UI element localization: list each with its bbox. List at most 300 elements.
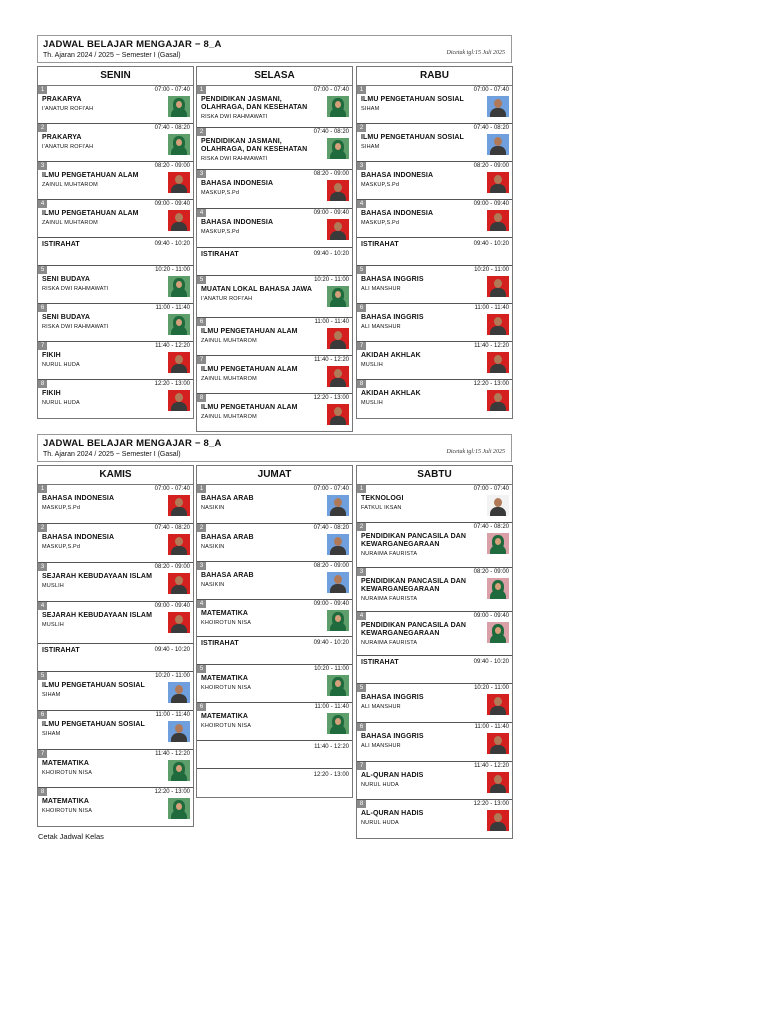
teacher-name: NASIKIN [201,582,225,588]
period-time: 07:40 - 08:20 [313,525,349,531]
lesson-slot [197,665,352,703]
teacher-name: MUSLIH [42,622,64,628]
period-time: 12:20 - 13:00 [313,772,349,778]
subject-name: SENI BUDAYA [42,314,91,321]
subject-name: MATEMATIKA [201,675,249,682]
teacher-name: KHOIROTUN NISA [42,808,93,814]
break-slot [357,656,512,684]
period-time: 08:20 - 09:00 [473,163,509,169]
teacher-name: SIHAM [42,731,61,737]
period-time: 10:20 - 11:00 [155,673,190,679]
period-time: 11:00 - 11:40 [155,305,190,311]
period-number: 4 [197,209,206,217]
period-time: 07:00 - 07:40 [313,87,349,93]
teacher-photo [168,495,190,516]
period-number: 1 [197,86,206,94]
period-number: 4 [197,600,206,608]
teacher-photo [327,138,349,159]
lesson-slot [357,568,512,612]
teacher-photo [327,534,349,555]
period-number: 7 [38,750,47,758]
lesson-slot [197,209,352,248]
teacher-name: ZAINUL MUHTAROM [201,414,257,420]
subject-name: PENDIDIKAN JASMANI, OLAHRAGA, DAN KESEHATAN [201,138,308,153]
period-time: 09:40 - 10:20 [154,647,190,653]
subject-name: ILMU PENGETAHUAN ALAM [42,172,139,179]
period-number: 5 [357,266,366,274]
lesson-slot [38,124,193,162]
lesson-slot [357,762,512,800]
teacher-photo [487,314,509,335]
break-slot [357,238,512,266]
lesson-slot [38,524,193,563]
day-column-kamis [37,465,194,827]
period-time: 09:00 - 09:40 [154,603,190,609]
subject-name: AKIDAH AKHLAK [361,352,421,359]
period-time: 12:20 - 13:00 [313,395,349,401]
subject-name: BAHASA INDONESIA [361,172,434,179]
teacher-photo [327,180,349,201]
day-column-jumat [196,465,353,798]
teacher-name: ZAINUL MUHTAROM [201,338,257,344]
subject-name: ISTIRAHAT [201,640,239,647]
teacher-photo [487,352,509,373]
period-time: 09:00 - 09:40 [313,210,349,216]
period-time: 07:40 - 08:20 [313,129,349,135]
period-number: 3 [197,170,206,178]
period-time: 07:00 - 07:40 [154,87,190,93]
day-header: KAMIS [38,466,193,485]
subject-name: MUATAN LOKAL BAHASA JAWA [201,286,313,293]
period-number: 4 [38,200,47,208]
teacher-name: NURUL HUDA [42,400,80,406]
period-time: 07:40 - 08:20 [473,125,509,131]
teacher-photo [327,495,349,516]
lesson-slot [357,342,512,380]
day-column-sabtu [356,465,513,839]
teacher-name: FATKUL IKSAN [361,505,402,511]
teacher-name: I'ANATUR ROFI'AH [42,106,94,112]
day-header: SABTU [357,466,512,485]
lesson-slot [357,612,512,656]
period-time: 08:20 - 09:00 [313,171,349,177]
day-column-rabu [356,66,513,419]
subject-name: BAHASA INDONESIA [361,210,434,217]
subject-name: ISTIRAHAT [361,659,399,666]
period-time: 09:40 - 10:20 [313,640,349,646]
teacher-name: MASKUP,S.Pd [361,220,400,226]
subject-name: ILMU PENGETAHUAN SOSIAL [361,134,464,141]
period-number: 5 [38,672,47,680]
period-number: 4 [38,602,47,610]
day-column-selasa [196,66,353,432]
lesson-slot [357,162,512,200]
period-time: 11:00 - 11:40 [155,712,190,718]
period-number: 3 [357,162,366,170]
day-header: RABU [357,67,512,86]
subject-name: PRAKARYA [42,96,82,103]
day-header: SELASA [197,67,352,86]
period-time: 12:20 - 13:00 [154,789,190,795]
teacher-name: MUSLIH [361,400,383,406]
lesson-slot [357,380,512,418]
period-time: 09:00 - 09:40 [313,601,349,607]
teacher-name: MASKUP,S.Pd [42,544,81,550]
teacher-name: KHOIROTUN NISA [201,685,252,691]
teacher-photo [168,721,190,742]
lesson-slot [197,524,352,562]
teacher-photo [168,534,190,555]
subject-name: BAHASA INDONESIA [42,534,115,541]
lesson-slot [357,304,512,342]
teacher-photo [168,172,190,193]
teacher-name: MUSLIH [42,583,64,589]
period-number: 8 [38,380,47,388]
teacher-name: ALI MANSHUR [361,324,401,330]
teacher-name: NURUL HUDA [361,820,399,826]
teacher-name: ZAINUL MUHTAROM [42,220,98,226]
period-time: 07:00 - 07:40 [313,486,349,492]
teacher-name: ALI MANSHUR [361,286,401,292]
lesson-slot [197,318,352,356]
period-number: 7 [357,342,366,350]
teacher-name: I'ANATUR ROFI'AH [201,296,253,302]
subject-name: ILMU PENGETAHUAN ALAM [201,404,298,411]
break-slot [197,248,352,276]
period-number: 5 [197,665,206,673]
lesson-slot [38,750,193,788]
lesson-slot [38,162,193,200]
period-time: 11:00 - 11:40 [474,305,509,311]
subject-name: BAHASA INDONESIA [201,219,274,226]
period-time: 10:20 - 11:00 [474,685,509,691]
teacher-photo [327,713,349,734]
teacher-name: SIHAM [42,692,61,698]
period-number: 2 [197,128,206,136]
period-time: 09:40 - 10:20 [473,241,509,247]
subject-name: ILMU PENGETAHUAN SOSIAL [42,682,145,689]
lesson-slot [357,485,512,523]
subject-name: PENDIDIKAN PANCASILA DAN KEWARGANEGARAAN [361,622,467,637]
period-time: 07:00 - 07:40 [473,87,509,93]
period-time: 12:20 - 13:00 [473,801,509,807]
lesson-slot [38,485,193,524]
period-time: 08:20 - 09:00 [473,569,509,575]
lesson-slot [197,703,352,741]
lesson-slot [38,788,193,826]
teacher-photo [327,328,349,349]
period-number: 5 [357,684,366,692]
teacher-photo [487,772,509,793]
lesson-slot [38,380,193,418]
teacher-name: RISKA DWI RAHMAWATI [201,156,268,162]
period-time: 11:40 - 12:20 [155,343,190,349]
period-time: 10:20 - 11:00 [314,666,349,672]
lesson-slot [38,672,193,711]
subject-name: BAHASA INDONESIA [201,180,274,187]
subject-name: ILMU PENGETAHUAN ALAM [201,366,298,373]
lesson-slot [357,266,512,304]
teacher-photo [487,810,509,831]
subject-name: MATEMATIKA [201,713,249,720]
period-number: 7 [38,342,47,350]
teacher-name: MASKUP,S.Pd [201,229,240,235]
teacher-name: MASKUP,S.Pd [201,190,240,196]
teacher-photo [487,533,509,554]
subject-name: TEKNOLOGI [361,495,404,502]
period-number: 2 [38,524,47,532]
period-time: 07:40 - 08:20 [154,125,190,131]
subject-name: SEJARAH KEBUDAYAAN ISLAM [42,573,153,580]
teacher-photo [168,390,190,411]
lesson-slot [38,342,193,380]
lesson-slot [38,304,193,342]
period-time: 12:20 - 13:00 [154,381,190,387]
period-time: 11:40 - 12:20 [474,763,509,769]
teacher-name: SIHAM [361,106,380,112]
period-number: 2 [197,524,206,532]
period-number: 2 [357,124,366,132]
period-number: 6 [357,304,366,312]
subject-name: ILMU PENGETAHUAN SOSIAL [361,96,464,103]
period-number: 6 [357,723,366,731]
period-time: 09:40 - 10:20 [154,241,190,247]
teacher-photo [327,286,349,307]
teacher-name: KHOIROTUN NISA [42,770,93,776]
lesson-slot [197,394,352,431]
lesson-slot [357,86,512,124]
teacher-name: KHOIROTUN NISA [201,620,252,626]
period-number: 3 [197,562,206,570]
lesson-slot [38,200,193,238]
subject-name: ISTIRAHAT [361,241,399,248]
teacher-photo [168,210,190,231]
teacher-name: MUSLIH [361,362,383,368]
break-slot [38,238,193,266]
teacher-photo [327,610,349,631]
teacher-photo [487,495,509,516]
teacher-photo [487,210,509,231]
print-date: Dicetak tgl:15 Juli 2025 [446,50,505,56]
teacher-photo [168,134,190,155]
period-time: 10:20 - 11:00 [314,277,349,283]
teacher-photo [487,694,509,715]
period-time: 10:20 - 11:00 [155,267,190,273]
period-time: 12:20 - 13:00 [473,381,509,387]
period-number: 1 [357,485,366,493]
period-time: 07:40 - 08:20 [473,524,509,530]
subject-name: BAHASA INGGRIS [361,733,424,740]
subject-name: FIKIH [42,390,61,397]
lesson-slot [357,523,512,568]
teacher-name: NASIKIN [201,544,225,550]
lesson-slot [197,86,352,128]
period-number: 1 [197,485,206,493]
print-date: Dicetak tgl:15 Juli 2025 [446,449,505,455]
subject-name: PENDIDIKAN PANCASILA DAN KEWARGANEGARAAN [361,533,467,548]
period-number: 6 [38,304,47,312]
subject-name: FIKIH [42,352,61,359]
teacher-name: SIHAM [361,144,380,150]
period-time: 09:00 - 09:40 [154,201,190,207]
period-number: 5 [197,276,206,284]
lesson-slot [357,723,512,762]
teacher-photo [168,352,190,373]
period-time: 09:00 - 09:40 [473,201,509,207]
period-number: 1 [38,86,47,94]
period-time: 08:20 - 09:00 [154,564,190,570]
break-slot [197,637,352,665]
subject-name: BAHASA ARAB [201,534,254,541]
lesson-slot [197,485,352,524]
teacher-photo [487,733,509,754]
period-time: 07:00 - 07:40 [154,486,190,492]
period-time: 10:20 - 11:00 [474,267,509,273]
teacher-photo [168,682,190,703]
schedule-header-1 [37,35,512,63]
subject-name: ILMU PENGETAHUAN ALAM [42,210,139,217]
lesson-slot [357,124,512,162]
subject-name: BAHASA INGGRIS [361,314,424,321]
lesson-slot [38,602,193,644]
teacher-name: KHOIROTUN NISA [201,723,252,729]
period-time: 09:40 - 10:20 [313,251,349,257]
subject-name: SEJARAH KEBUDAYAAN ISLAM [42,612,153,619]
subject-name: PRAKARYA [42,134,82,141]
subject-name: BAHASA INGGRIS [361,694,424,701]
teacher-photo [327,219,349,240]
subject-name: AL-QURAN HADIS [361,810,424,817]
teacher-photo [487,622,509,643]
period-number: 6 [197,318,206,326]
teacher-name: ZAINUL MUHTAROM [201,376,257,382]
period-number: 3 [38,162,47,170]
period-number: 8 [38,788,47,796]
period-number: 1 [38,485,47,493]
teacher-name: MASKUP,S.Pd [42,505,81,511]
period-number: 3 [38,563,47,571]
period-time: 11:40 - 12:20 [314,744,349,750]
teacher-photo [168,798,190,819]
period-number: 6 [197,703,206,711]
period-time: 11:00 - 11:40 [474,724,509,730]
period-time: 07:40 - 08:20 [154,525,190,531]
teacher-name: RISKA DWI RAHMAWATI [42,286,109,292]
lesson-slot [197,562,352,600]
schedule-title: JADWAL BELAJAR MENGAJAR − 8_A [43,438,222,449]
subject-name: ISTIRAHAT [201,251,239,258]
day-column-senin [37,66,194,419]
schedule-subtitle: Th. Ajaran 2024 / 2025 − Semester I (Gasal) [43,451,181,458]
teacher-name: RISKA DWI RAHMAWATI [201,114,268,120]
subject-name: PENDIDIKAN JASMANI, OLAHRAGA, DAN KESEHATAN [201,96,308,111]
period-number: 1 [357,86,366,94]
subject-name: BAHASA INGGRIS [361,276,424,283]
period-time: 11:40 - 12:20 [155,751,190,757]
teacher-name: ALI MANSHUR [361,743,401,749]
lesson-slot [38,563,193,602]
period-number: 4 [357,612,366,620]
teacher-photo [487,134,509,155]
teacher-photo [168,276,190,297]
teacher-photo [327,572,349,593]
subject-name: SENI BUDAYA [42,276,91,283]
schedule-header-2 [37,434,512,462]
day-header: SENIN [38,67,193,86]
lesson-slot [38,86,193,124]
lesson-slot [357,800,512,838]
period-number: 8 [197,394,206,402]
teacher-name: NURAIMA FAURISTA [361,640,418,646]
subject-name: BAHASA INDONESIA [42,495,115,502]
period-number: 8 [357,380,366,388]
period-number: 3 [357,568,366,576]
teacher-name: ALI MANSHUR [361,704,401,710]
period-time: 11:00 - 11:40 [314,319,349,325]
teacher-name: MASKUP,S.Pd [361,182,400,188]
period-number: 2 [357,523,366,531]
subject-name: ISTIRAHAT [42,241,80,248]
subject-name: AKIDAH AKHLAK [361,390,421,397]
subject-name: MATEMATIKA [42,760,90,767]
teacher-name: NASIKIN [201,505,225,511]
schedule-subtitle: Th. Ajaran 2024 / 2025 − Semester I (Gasal) [43,52,181,59]
teacher-name: NURAIMA FAURISTA [361,551,418,557]
print-schedule-link[interactable]: Cetak Jadwal Kelas [38,832,104,841]
teacher-photo [487,276,509,297]
teacher-photo [327,96,349,117]
teacher-photo [487,390,509,411]
teacher-name: ZAINUL MUHTAROM [42,182,98,188]
lesson-slot [197,128,352,170]
teacher-name: RISKA DWI RAHMAWATI [42,324,109,330]
period-time: 11:00 - 11:40 [314,704,349,710]
subject-name: MATEMATIKA [201,610,249,617]
lesson-slot [197,170,352,209]
subject-name: AL-QURAN HADIS [361,772,424,779]
period-time: 11:40 - 12:20 [314,357,349,363]
subject-name: ILMU PENGETAHUAN SOSIAL [42,721,145,728]
break-slot [38,644,193,672]
period-time: 09:00 - 09:40 [473,613,509,619]
lesson-slot [197,600,352,637]
lesson-slot [357,684,512,723]
period-time: 11:40 - 12:20 [474,343,509,349]
teacher-photo [327,404,349,425]
subject-name: BAHASA ARAB [201,495,254,502]
teacher-photo [168,612,190,633]
period-time: 07:00 - 07:40 [473,486,509,492]
period-time: 08:20 - 09:00 [313,563,349,569]
teacher-name: NURUL HUDA [361,782,399,788]
subject-name: ISTIRAHAT [42,647,80,654]
period-number: 7 [357,762,366,770]
teacher-name: I'ANATUR ROFI'AH [42,144,94,150]
lesson-slot [197,276,352,318]
lesson-slot [38,266,193,304]
empty-slot [197,769,352,797]
lesson-slot [38,711,193,750]
lesson-slot [197,356,352,394]
teacher-photo [168,96,190,117]
period-number: 4 [357,200,366,208]
teacher-photo [327,366,349,387]
teacher-photo [168,760,190,781]
day-header: JUMAT [197,466,352,485]
subject-name: BAHASA ARAB [201,572,254,579]
subject-name: ILMU PENGETAHUAN ALAM [201,328,298,335]
period-number: 5 [38,266,47,274]
